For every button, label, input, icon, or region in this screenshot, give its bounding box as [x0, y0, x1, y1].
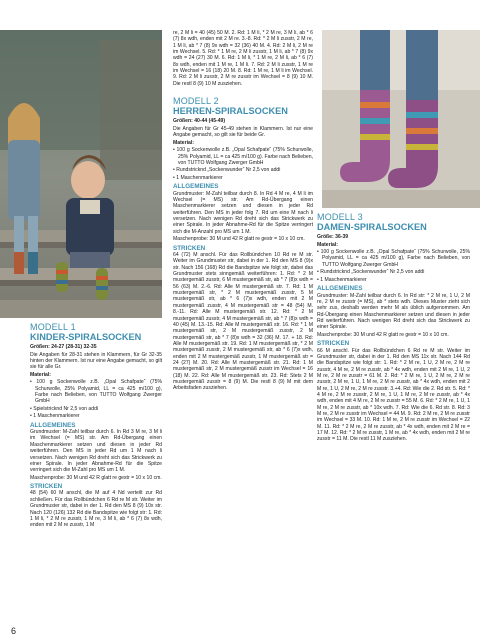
model-2-material-item: • 1 Maschenmarkierer [173, 174, 223, 181]
model-3-title: DAMEN-SPIRALSOCKEN [317, 222, 427, 232]
model-3-stricken: 66 M anschl. Für das Rollbündchen 6 Rd re M str. Weiter im Grundmuster str, dabei in der 1. Rd den MS 11x str. Nach 144 Rd die Bandspitze wie folgt str: 1. Rd: * 2 M re, 1 U, 2 M re, 2 M re zusstr, 4 M re, 2 M re zusstr, ab * 4x wdh, enden mit 2 M re, 1 U, 2 M re, 2 M re zusstr = 61 M. 2. Rd: * 2 M re, 1 U, 2 M re, 2 M re zusstr, 2 M re, 1 U, 1 M re, 2 M re zusstr, ab * 4x wdh, enden mit 2 M re, 1 U, 2 M re, 2 M re zusstr. 3.+4. Rd: Wie die 2. Rd str. 5. Rd: * 4 M re, 2 M re zusstr, 2 M re, 1 U, 1 M re, 2 M re zusstr, ab * 4x wdh, enden mit 4 M re, 2 M re zusstr = 55 M. 6. Rd: * 2 M re, 1 U, 1 M re, 2 M re zusstr, ab * 10x wdh. 7. Rd: Wie die 6. Rd str. 8. Rd: 3 M re, 2 M re zusstr im Wechsel = 44 M. 9. Rd: 2 M re, 2 M re zusstr im Wechsel = 33 M. 10. Rd: 1 M re, 2 M re zusstr im Wechsel = 22 M. 11. Rd: * 2 M re, 2 M re zusstr, ab * 4x wdh, enden mit 2 M re = 17 M. 12. Rd: * 2 M re zusstr, 1 M re, ab * 4x wdh, enden mit 2 M re zusstr = 11 M. Die restl 11 M zusziehen. [317, 347, 470, 443]
photo-socks-illustration [322, 30, 480, 208]
column-2 [173, 30, 313, 393]
model-1-material-item: • Spielstricknd Nr 2,5 von addi [30, 405, 99, 412]
model-2-general: Grundmuster: M-Zahl teilbar durch 8. In Rd 4 M re, 4 M li im Wechsel (= MS) str. Am Rd-Übergang einen Maschenmarkierer setzen und diesen in jeder Rd weiterführen. Den MS in jeder folg 7. Rd um eine M nach li versetzen. Nach wenigen Rd dreht sich das Strickwerk zu einer Spirale. In jeder Abnahme-Rd für die Spitze verringert sich die M-Anzahl pro MS um 1 M. [173, 190, 313, 235]
model-1-gauge: Maschenprobe: 30 M und 42 R glatt re gestr = 10 x 10 cm. [30, 474, 162, 481]
model-1-size: Größen: 24-27 (28-31) 32-35 [30, 344, 97, 350]
model-2-number: MODELL 2 [173, 96, 219, 107]
model-2-title: HERREN-SPIRALSOCKEN [173, 106, 288, 117]
model-2-size-note: Die Angaben für Gr 45-49 stehen in Klammern. Ist nur eine Angabe gemacht, so gilt sie für beide Gr. [173, 125, 313, 139]
model-2-stricken-heading: STRICKEN [173, 244, 206, 252]
model-1-stricken-heading: STRICKEN [30, 483, 63, 491]
model-3-material-item: • 1 Maschenmarkierer [317, 276, 367, 283]
model-1-general: Grundmuster: M-Zahl teilbar durch 6. In Rd 3 M re, 3 M li im Wechsel (= MS) str. Am Rd-Übergang einen Maschenmarkierer setzen und diesen in jeder Rd weiterführen. Den MS in jeder Rd um 1 M nach li versetzen. Nach wenigen Rd dreht sich das Strickwerk zu einer Spirale. In jeder Abnahme-Rd für die Spitze verringert sich die M-Zahl pro MS um 1 M. [30, 429, 162, 474]
model-2-size: Größen: 40-44 (45-49) [173, 118, 226, 125]
model-1-material-heading: Material: [30, 371, 51, 378]
model-3-stricken-heading: STRICKEN [317, 340, 350, 348]
model-3-material-item: • 100 g Sockenwolle z.B. „Opal Schafpate“ (75% Schurwolle, 25% Polyamid, LL = ca 425 m/100 g), Farbe nach Belieben, von TUTTO Wolfgang Zwerger GmbH [317, 249, 470, 268]
model-1-stricken-continued: re, 2 M li = 40 (45) 50 M. 2. Rd: 1 M li, * 2 M re, 3 M li, ab * 6 (7) 8x wdh, enden mit 2 M re. 3.-8. Rd: * 2 M li zusstr, 2 M re, 1 M li, ab * 7 (8) 9x wdh = 32 (36) 40 M. 4. Rd: 2 M li, 2 M re im Wechsel. 5. Rd: * 1 M re, 2 M li zusstr, 1 M li, ab * 7 (8) 9x wdh = 24 (27) 30 M. 6. Rd: 1 M li, * 1 M re, 2 M li, ab * 6 (7) 8x wdh, enden mit 1 M re, 1 M li. 7. Rd: 2 M li zusstr, 1 M re im Wechsel = 16 (18) 20 M. 8. Rd: 1 M re, 1 M li im Wechsel. 9. Rd: 2 M li zusstr, 2 M re zusstr im Wechsel = 8 (9) 10 M. Die restl 8 (9) 10 M zusziehen. [173, 30, 313, 87]
model-3-number: MODELL 3 [317, 212, 363, 222]
model-3-gauge: Maschenprobe: 30 M und 42 R glatt re gestr = 10 x 10 cm. [317, 331, 449, 338]
model-2-stricken: 64 (72) M anschl. Für das Rollbündchen 10 Rd re M str. Weiter im Grundmuster str, dabei in der 1. Rd den MS 8 (9)x str. Nach 156 (168) Rd die Bandspitze wie folgt str, dabei das Grundmuster stets sinngemäß weiterführen: 1. Rd: * 2 M mustergemäß zusstr, 6 M mustergemäß str, ab * 7 (8)x wdh = 56 (63) M. 2.-6. Rd: Alle M mustergemäß str. 7. Rd: 1 M mustergemäß str, * 2 M mustergemäß zusstr, 5 M mustergemäß str, ab * 6 (7)x wdh, enden mit 2 M mustergemäß zusstr, 4 M mustergemäß str = 48 (54) M. 8.-11. Rd: Alle M mustergemäß str. 12. Rd: * 2 M mustergemäß zusstr, 4 M mustergemäß str, ab * 7 (8)x wdh = 40 (45) M. 13.-15. Rd: Alle M mustergemäß str. 16. Rd: * 1 M mustergemäß str, 2 M mustergemäß zusstr, 2 M mustergemäß str, ab * 7 (8)x wdh = 32 (36) M. 17. + 18. Rd: Alle M mustergemäß str. 19. Rd: 1 M mustergemäß str, * 2 M mustergemäß zusstr, 2 M mustergemäß str, ab * 6 (7)x wdh, enden mit 2 M mustergemäß zusstr, 1 M mustergemäß str = 24 (27) M. 20. Rd: Alle M mustergemäß str. 21. Rd: 1 M mustergemäß str, 2 M mustergemäß zusstr im Wechsel = 16 (18) M. 22. Rd: Alle M mustergemäß str. 23. Rd: Stets 2 M mustergemäß zusstr = 8 (9) M. Die restl 8 (9) M mit dem Arbeitsfaden zusziehen. [173, 252, 313, 392]
model-2-material-item: • Rundstricknd „Sockenwunder“ Nr 2,5 von addi [173, 167, 281, 174]
model-1-general-heading: ALLGEMEINES [30, 421, 76, 429]
model-2-gauge: Maschenprobe: 30 M und 42 R glatt re gestr = 10 x 10 cm. [173, 236, 305, 243]
model-3-general: Grundmuster: M-Zahl teilbar durch 6. In Rd str: * 2 M re, 1 U, 2 M re, 2 M re zusstr (= MS), ab * stets wdh. Dieses Muster zieht sich sehr zus, deshalb werden mehr M als üblich aufgenommen. Am Rd-Übergang einen Maschenmarkierer setzen und diesen in jeder Rd weiterführen. Nach wenigen Rd dreht sich das Strickwerk zu einer Spirale. [317, 292, 470, 331]
model-3-material-item: • Rundstricknd „Sockenwunder“ Nr 2,5 von addi [317, 269, 425, 276]
model-2-general-heading: ALLGEMEINES [173, 183, 219, 191]
model-3-size: Größe: 36-39 [317, 234, 349, 240]
model-1-stricken: 48 (54) 60 M anschl, die M auf 4 Nd verteilt zur Rd schließen. Für das Rollbündchen 6 Rd re M str. Weiter im Grundmuster str, dabei in der 1. Rd den MS 8 (9) 10x str. Nach 120 (126) 132 Rd die Bandspitze wie folgt str: 1. Rd: 1 M li, * 2 M re zusstr, 1 M re, 3 M li, ab * 6 (7) 8x wdh, enden mit 2 M re zusstr, 1 M [30, 490, 162, 529]
photo-child-illustration [0, 30, 162, 318]
photo-women-spiral-socks [322, 30, 480, 208]
page-number: 6 [11, 626, 17, 636]
model-1-number: MODELL 1 [30, 322, 76, 332]
photo-child-spiral-socks [0, 30, 162, 318]
model-1-title: KINDER-SPIRALSOCKEN [30, 332, 142, 342]
model-2-material-item: • 100 g Sockenwolle z.B. „Opal Schafpate“ (75% Schurwolle, 25% Polyamid, LL = ca 425 m/100 g). Farbe nach Belieben, von TUTTO Wolfgang Zwerger GmbH [173, 147, 313, 166]
model-1-material-item: • 1 Maschenmarkierer [30, 413, 80, 420]
column-3 [317, 212, 470, 444]
model-1-material-item: • 100 g Sockenwolle z.B. „Opal Schafpate“ (75% Schurwolle, 25% Polyamid, LL = ca 425 m/100 g), Farbe nach Belieben, von TUTTO Wolfgang Zwerger GmbH [30, 379, 162, 405]
model-2-material-heading: Material: [173, 139, 194, 146]
column-1 [30, 322, 162, 530]
model-3-general-heading: ALLGEMEINES [317, 285, 363, 293]
model-1-size-note: Die Angaben für 28-31 stehen in Klammern, für Gr 32-35 hinten der Klammern. Ist nur eine Angabe gemacht, so gilt sie für alle Gr. [30, 351, 162, 371]
model-3-material-heading: Material: [317, 241, 338, 248]
